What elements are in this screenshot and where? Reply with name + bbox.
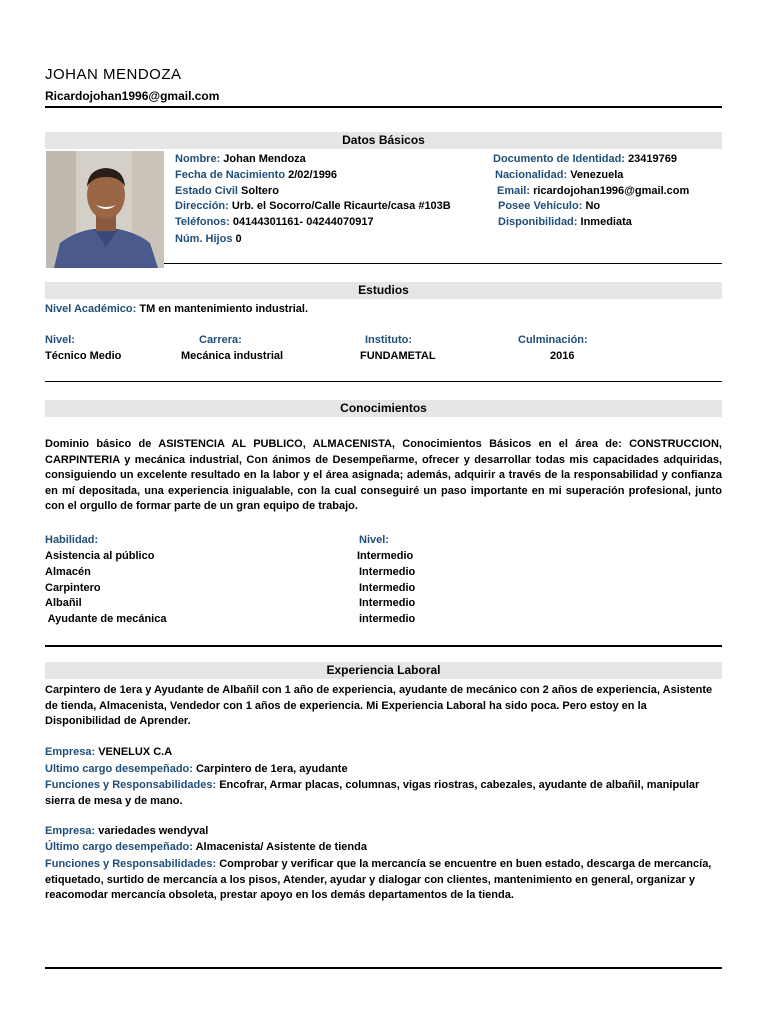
estudios-divider [45,381,722,382]
estudios-header-instituto: Instituto: [365,334,413,346]
conocimientos-divider [45,645,722,647]
field-telefonos: Teléfonos: 04144301161- 04244070917 [175,216,374,228]
skill-name: Asistencia al público [45,550,155,562]
header-email: Ricardojohan1996@gmail.com [45,89,220,103]
skill-level: intermedio [359,613,416,625]
skill-level: Intermedio [359,582,416,594]
estudios-value-carrera: Mecánica industrial [181,350,284,362]
skill-level: Intermedio [359,566,416,578]
job-empresa: Empresa: VENELUX C.A [45,746,173,758]
job-empresa: Empresa: variedades wendyval [45,825,209,837]
footer-divider [45,967,722,969]
profile-photo [46,151,164,268]
field-nacionalidad: Nacionalidad: Venezuela [495,169,624,181]
field-posee-vehiculo: Posee Vehículo: No [498,200,601,212]
job-cargo: Ultimo cargo desempeñado: Carpintero de 1era, ayudante [45,763,348,775]
header-divider [45,106,722,108]
estudios-value-nivel: Técnico Medio [45,350,122,362]
section-datos-basicos-title: Datos Básicos [45,132,722,149]
skill-name: Albañil [45,597,82,609]
estudios-value-culminacion: 2016 [550,350,575,362]
datos-basicos-divider [164,263,722,264]
job-cargo: Último cargo desempeñado: Almacenista/ Asistente de tienda [45,841,367,853]
section-experiencia-title: Experiencia Laboral [45,662,722,679]
field-estado-civil: Estado Civil Soltero [175,185,279,197]
estudios-header-carrera: Carrera: [199,334,242,346]
field-documento-identidad: Documento de Identidad: 23419769 [493,153,678,165]
skill-name: Carpintero [45,582,101,594]
estudios-value-instituto: FUNDAMETAL [360,350,436,362]
job-funciones: Funciones y Responsabilidades: Encofrar, Armar placas, columnas, vigas riostras, cabezales, ayudante de albañil, manipular sierra de mesa y de mano. [45,779,700,807]
skill-name: Ayudante de mecánica [45,613,167,625]
field-email: Email: ricardojohan1996@gmail.com [497,185,690,197]
skills-header-nivel: Nivel: [359,534,389,546]
estudios-header-nivel: Nivel: [45,334,75,346]
field-fecha-nacimiento: Fecha de Nacimiento 2/02/1996 [175,169,338,181]
field-direccion: Dirección: Urb. el Socorro/Calle Ricaurte/casa #103B [175,200,451,212]
field-num-hijos: Núm. Hijos 0 [175,233,242,245]
skill-level: Intermedio [359,597,416,609]
experiencia-summary: Carpintero de 1era y Ayudante de Albañil con 1 año de experiencia, ayudante de mecánico con 2 años de experiencia, Asistente de tienda, Almacenista, Vendedor con 1 años de experiencia. Mi Experiencia Laboral ha sido poca. Pero estoy en la Disponibilidad de Aprender. [45,684,713,728]
job-funciones: Funciones y Responsabilidades: Comprobar y verificar que la mercancía se encuentre en buen estado, descarga de mercancía, etiquetado, surtido de mercancía a los pisos, Atender, ayudar y dialogar con clientes, mantenimiento en general, organizar y reacomodar mercancía obsoleta, prestar apoyo en los demás departamentos de la tienda. [45,858,712,902]
skill-level: Intermedio [357,550,414,562]
field-disponibilidad: Disponibilidad: Inmediata [498,216,632,228]
conocimientos-paragraph: Dominio básico de ASISTENCIA AL PUBLICO, ALMACENISTA, Conocimientos Básicos en el área de: CONSTRUCCION, CARPINTERIA y mecánica industrial, Con ánimos de Desempeñarme, ofrecer y desarrollar todas mis capacidades adquiridas, consiguiendo un excelente resultado en la labor y el área asignada; además, adquirir a través de la responsabilidad y confianza en mí depositada, una experiencia inigualable, con la cual conseguiré un paso importante en mi superación profesional, junto con el orgullo de formar parte de un gran equipo de trabajo. [45,438,722,513]
field-nivel-academico: Nivel Académico: TM en mantenimiento industrial. [45,303,309,315]
section-estudios-title: Estudios [45,282,722,299]
field-nombre: Nombre: Johan Mendoza [175,153,306,165]
estudios-header-culminacion: Culminación: [518,334,588,346]
resume-name: JOHAN MENDOZA [45,66,182,83]
skills-header-habilidad: Habilidad: [45,534,99,546]
skill-name: Almacén [45,566,91,578]
section-conocimientos-title: Conocimientos [45,400,722,417]
